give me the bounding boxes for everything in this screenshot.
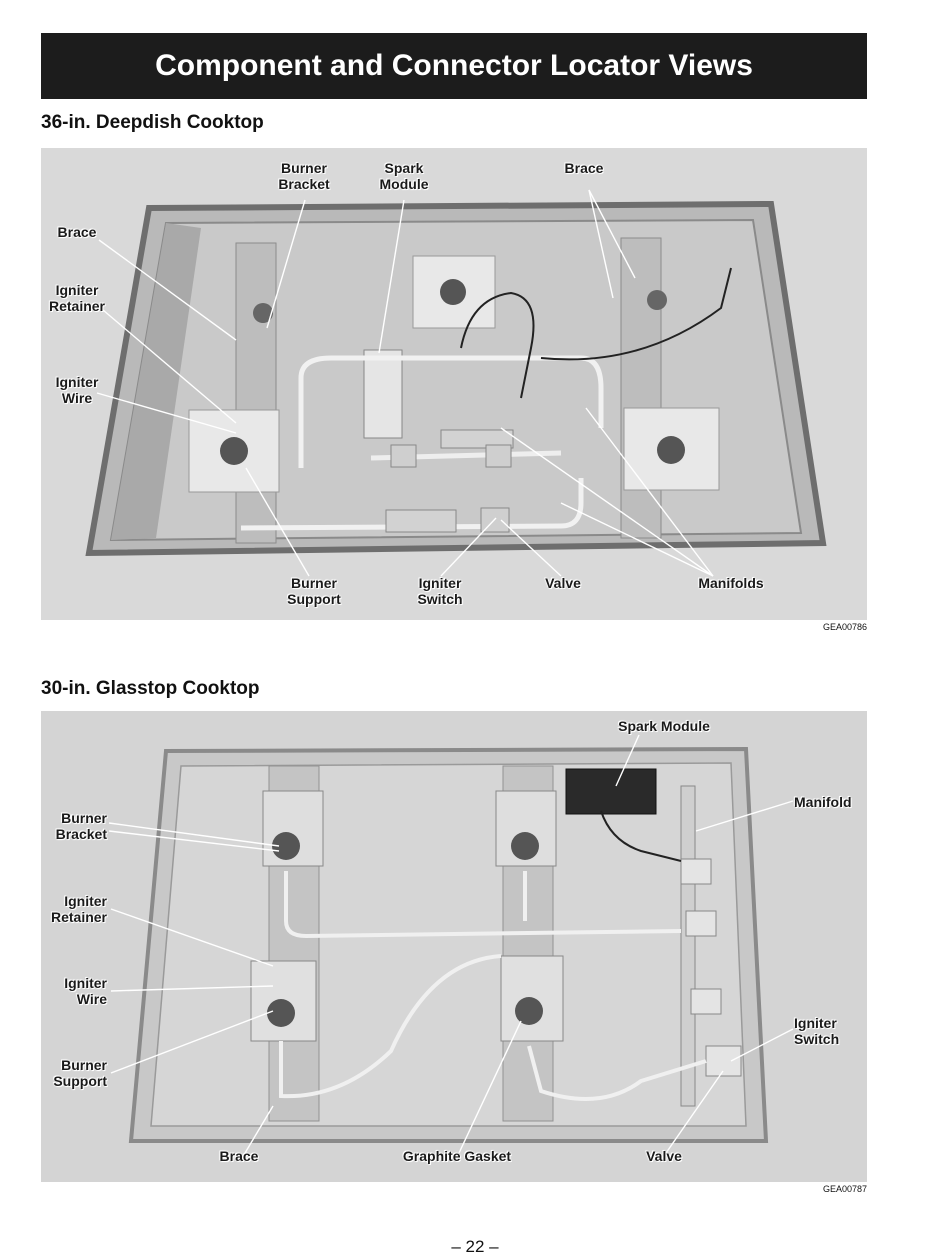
label-manifolds: Manifolds: [698, 575, 764, 591]
figure2-title: 30-in. Glasstop Cooktop: [41, 678, 260, 699]
label-spark-module: Spark Module: [379, 160, 429, 192]
label-spark-module: Spark Module: [618, 718, 710, 734]
figure2-photo: [41, 711, 867, 1182]
label-igniter-retainer: Igniter Retainer: [50, 893, 107, 925]
label-burner-bracket: Burner Bracket: [55, 810, 107, 842]
label-igniter-switch: Igniter Switch: [417, 575, 463, 607]
label-igniter-retainer: Igniter Retainer: [48, 282, 106, 314]
label-igniter-switch: Igniter Switch: [794, 1015, 840, 1047]
figure1-id: GEA00786: [822, 622, 867, 632]
figure1-photo: [41, 148, 867, 620]
figure1-title: 36-in. Deepdish Cooktop: [41, 112, 264, 133]
figure2-id: GEA00787: [822, 1184, 867, 1194]
label-burner-bracket: Burner Bracket: [278, 160, 330, 192]
page-title: Component and Connector Locator Views: [155, 49, 753, 82]
label-brace-top: Brace: [564, 160, 604, 176]
label-brace: Brace: [219, 1148, 259, 1164]
label-igniter-wire: Igniter Wire: [64, 975, 107, 1007]
figure2-illustration: [41, 711, 867, 1182]
label-burner-support: Burner Support: [287, 575, 341, 607]
label-burner-support: Burner Support: [53, 1057, 107, 1089]
label-valve: Valve: [646, 1148, 682, 1164]
label-graphite-gasket: Graphite Gasket: [402, 1148, 512, 1164]
label-igniter-wire: Igniter Wire: [55, 374, 99, 406]
figure1-illustration: [41, 148, 867, 620]
page-header: [41, 33, 867, 99]
label-manifold: Manifold: [794, 794, 852, 810]
label-brace-left: Brace: [57, 224, 97, 240]
page-number: – 22 –: [451, 1237, 499, 1256]
label-valve: Valve: [545, 575, 581, 591]
